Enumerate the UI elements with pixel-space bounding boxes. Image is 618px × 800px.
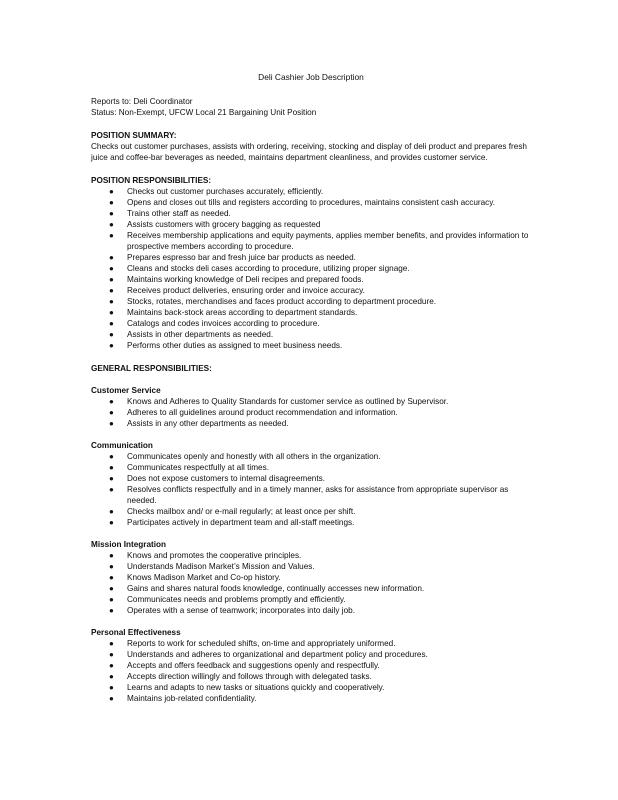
list-item [91,660,531,671]
list-item-text: Knows and Adheres to Quality Standards for customer service as outlined by Supervisor. [127,397,449,406]
list-item [91,252,531,263]
list-item-text: Does not expose customers to internal disagreements. [127,474,325,483]
list-item-text: Catalogs and codes invoices according to procedure. [127,319,320,328]
bullet-icon: ● [109,694,114,703]
list-item-text: Receives membership applications and equity payments, applies member benefits, and provides information to prospective members according to procedure. [127,231,529,251]
list-item [91,230,531,252]
list-item-text: Assists customers with grocery bagging as requested [127,220,321,229]
list-item-text: Communicates respectfully at all times. [127,463,269,472]
list-item [91,451,531,462]
bullet-icon: ● [109,330,114,339]
list-item-text: Resolves conflicts respectfully and in a timely manner, asks for assistance from appropriate supervisor as needed. [127,485,509,505]
bullet-icon: ● [109,551,114,560]
list-item [91,219,531,230]
bullet-icon: ● [109,518,114,527]
bullet-icon: ● [109,231,114,240]
bullet-icon: ● [109,485,114,494]
list-item [91,605,531,616]
list-item [91,649,531,660]
bullet-icon: ● [109,275,114,284]
list-item [91,484,531,506]
bullet-icon: ● [109,297,114,306]
job-description-document [91,72,531,704]
list-item [91,550,531,561]
bullet-icon: ● [109,595,114,604]
list-item-text: Understands and adheres to organizational and department policy and procedures. [127,650,428,659]
list-item-text: Adheres to all guidelines around product recommendation and information. [127,408,398,417]
bullet-icon: ● [109,341,114,350]
list-item-text: Opens and closes out tills and registers according to procedures, maintains consistent cash accuracy. [127,198,496,207]
bullet-icon: ● [109,474,114,483]
list-item-text: Participates actively in department team and all-staff meetings. [127,518,355,527]
bullet-icon: ● [109,419,114,428]
communication-heading: Communication [91,441,153,450]
bullet-icon: ● [109,187,114,196]
bullet-icon: ● [109,507,114,516]
list-item-text: Cleans and stocks deli cases according to procedure, utilizing proper signage. [127,264,410,273]
list-item-text: Gains and shares natural foods knowledge, continually accesses new information. [127,584,425,593]
bullet-icon: ● [109,661,114,670]
bullet-icon: ● [109,308,114,317]
bullet-icon: ● [109,319,114,328]
customer-service-heading: Customer Service [91,386,161,395]
bullet-icon: ● [109,573,114,582]
list-item-text: Maintains back-stock areas according to department standards. [127,308,358,317]
bullet-icon: ● [109,209,114,218]
personal-effectiveness-list [91,638,531,704]
list-item-text: Accepts direction willingly and follows through with delegated tasks. [127,672,372,681]
personal-effectiveness-heading: Personal Effectiveness [91,628,181,637]
list-item [91,462,531,473]
bullet-icon: ● [109,253,114,262]
list-item [91,208,531,219]
list-item [91,197,531,208]
list-item-text: Receives product deliveries, ensuring order and invoice accuracy. [127,286,365,295]
list-item [91,583,531,594]
mission-integration-list [91,550,531,616]
customer-service-list [91,396,531,429]
list-item-text: Stocks, rotates, merchandises and faces product according to department procedure. [127,297,437,306]
position-responsibilities-heading: POSITION RESPONSIBILITIES: [91,176,212,185]
list-item [91,285,531,296]
list-item [91,594,531,605]
bullet-icon: ● [109,397,114,406]
list-item [91,396,531,407]
bullet-icon: ● [109,408,114,417]
list-item [91,561,531,572]
list-item-text: Operates with a sense of teamwork; incorporates into daily job. [127,606,355,615]
list-item-text: Accepts and offers feedback and suggestions openly and respectfully. [127,661,380,670]
status-line: Status: Non-Exempt, UFCW Local 21 Bargaining Unit Position [91,108,317,117]
bullet-icon: ● [109,672,114,681]
list-item [91,693,531,704]
list-item [91,329,531,340]
list-item [91,340,531,351]
list-item [91,682,531,693]
bullet-icon: ● [109,452,114,461]
list-item-text: Understands Madison Market’s Mission and Values. [127,562,315,571]
document-title: Deli Cashier Job Description [258,72,364,82]
list-item-text: Assists in other departments as needed. [127,330,274,339]
list-item [91,318,531,329]
list-item [91,418,531,429]
list-item-text: Prepares espresso bar and fresh juice bar products as needed. [127,253,356,262]
list-item [91,473,531,484]
bullet-icon: ● [109,264,114,273]
position-summary-text: Checks out customer purchases, assists with ordering, receiving, stocking and display of deli product and prepares fresh juice and coffee-bar beverages as needed, maintains department cleanliness, and provides customer service. [91,142,527,162]
bullet-icon: ● [109,606,114,615]
list-item-text: Checks out customer purchases accurately, efficiently. [127,187,324,196]
list-item [91,274,531,285]
bullet-icon: ● [109,286,114,295]
list-item-text: Trains other staff as needed. [127,209,231,218]
list-item [91,263,531,274]
list-item-text: Communicates needs and problems promptly and efficiently. [127,595,346,604]
bullet-icon: ● [109,463,114,472]
list-item-text: Communicates openly and honestly with all others in the organization. [127,452,381,461]
bullet-icon: ● [109,639,114,648]
list-item [91,186,531,197]
reports-to-line: Reports to: Deli Coordinator [91,97,193,106]
list-item [91,572,531,583]
list-item [91,307,531,318]
position-responsibilities-list [91,186,531,351]
list-item-text: Knows and promotes the cooperative principles. [127,551,302,560]
list-item [91,296,531,307]
list-item-text: Maintains job-related confidentiality. [127,694,257,703]
list-item [91,407,531,418]
list-item-text: Maintains working knowledge of Deli recipes and prepared foods. [127,275,364,284]
list-item [91,671,531,682]
bullet-icon: ● [109,650,114,659]
list-item [91,506,531,517]
bullet-icon: ● [109,683,114,692]
list-item-text: Learns and adapts to new tasks or situations quickly and cooperatively. [127,683,385,692]
list-item-text: Reports to work for scheduled shifts, on-time and appropriately uniformed. [127,639,396,648]
bullet-icon: ● [109,198,114,207]
general-responsibilities-heading: GENERAL RESPONSIBILITIES: [91,364,212,373]
position-summary-heading: POSITION SUMMARY: [91,131,177,140]
list-item-text: Knows Madison Market and Co-op history. [127,573,281,582]
list-item-text: Performs other duties as assigned to meet business needs. [127,341,343,350]
bullet-icon: ● [109,220,114,229]
list-item-text: Checks mailbox and/ or e-mail regularly; at least once per shift. [127,507,356,516]
communication-list [91,451,531,528]
list-item-text: Assists in any other departments as needed. [127,419,289,428]
list-item [91,638,531,649]
mission-integration-heading: Mission Integration [91,540,167,549]
list-item [91,517,531,528]
bullet-icon: ● [109,584,114,593]
bullet-icon: ● [109,562,114,571]
